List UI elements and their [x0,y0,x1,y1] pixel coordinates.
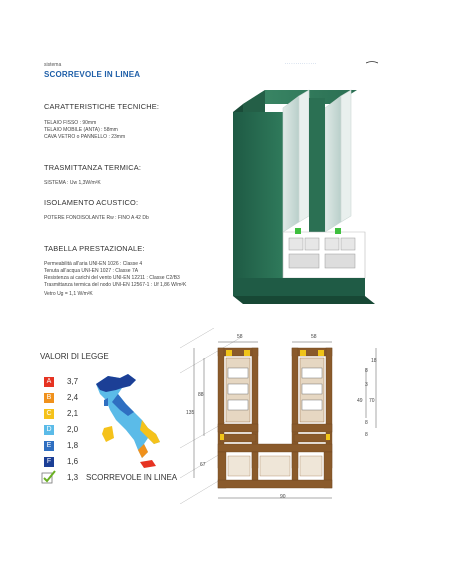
class-badge: E [44,441,54,451]
dimension-label: 49 [357,398,363,404]
class-badge: D [44,425,54,435]
performance-line: Trasmittanza termica del nodo UNI-EN 12567-1 : Uf 1,86 W/m²K [44,282,187,288]
window-profile-illustration [225,82,385,322]
dimension-label: 70 [369,398,375,404]
tech-line: TELAIO MOBILE (ANTA) : 58mm [44,127,118,133]
acoustic-line: POTERE FONOISOLANTE Rw : FINO A 42 Db [44,215,149,221]
class-value: 1,6 [67,457,79,466]
tech-line: TELAIO FISSO : 90mm [44,120,97,126]
legal-heading: VALORI DI LEGGE [40,352,109,361]
dimension-label: 58 [311,334,317,340]
dimension-label: 8 [365,420,368,426]
system-label: sistema [44,62,62,68]
dimension-label: 58 [237,334,243,340]
dimension-label: 18 [371,358,377,364]
class-badge: B [44,393,54,403]
performance-line: Vetro Ug = 1,1 W/m²K [44,291,93,297]
header-note: · · · · · · · · · · · · · · · [285,62,317,66]
page-title: SCORREVOLE IN LINEA [44,70,141,79]
class-badge: F [44,457,54,467]
performance-heading: TABELLA PRESTAZIONALE: [44,244,145,253]
header-mark-icon [366,60,378,64]
acoustic-heading: ISOLAMENTO ACUSTICO: [44,198,139,207]
result-value: 1,3 [67,473,79,482]
dimension-label: 3 [365,382,368,388]
class-value: 1,8 [67,441,79,450]
dimension-label: 67 [200,462,206,468]
thermal-line: SISTEMA : Uw 1,3W/m²K [44,180,101,186]
class-badge: A [44,377,54,387]
class-badge: C [44,409,54,419]
performance-line: Resistenza ai carichi del vento UNI-EN 12211 : Classe C2/B3 [44,275,180,281]
performance-line: Tenuta all'acqua UNI-EN 1027 : Classe 7A [44,268,139,274]
class-value: 2,0 [67,425,79,434]
dimension-label: 90 [280,494,286,500]
thermal-heading: TRASMITTANZA TERMICA: [44,163,142,172]
tech-line: CAVA VETRO o PANNELLO : 23mm [44,134,126,140]
dimension-label: 8 [365,432,368,438]
section-drawing [180,328,380,504]
dimension-label: 135 [186,410,195,416]
tech-heading: CARATTERISTICHE TECNICHE: [44,102,160,111]
dimension-label: 88 [198,392,204,398]
check-icon [41,470,57,484]
class-value: 2,4 [67,393,79,402]
italy-map-illustration [90,370,180,470]
performance-line: Permeabilità all'aria UNI-EN 1026 : Classe 4 [44,261,143,267]
class-value: 3,7 [67,377,79,386]
result-label: SCORREVOLE IN LINEA [86,473,178,482]
class-value: 2,1 [67,409,79,418]
dimension-label: 8 [365,368,368,374]
